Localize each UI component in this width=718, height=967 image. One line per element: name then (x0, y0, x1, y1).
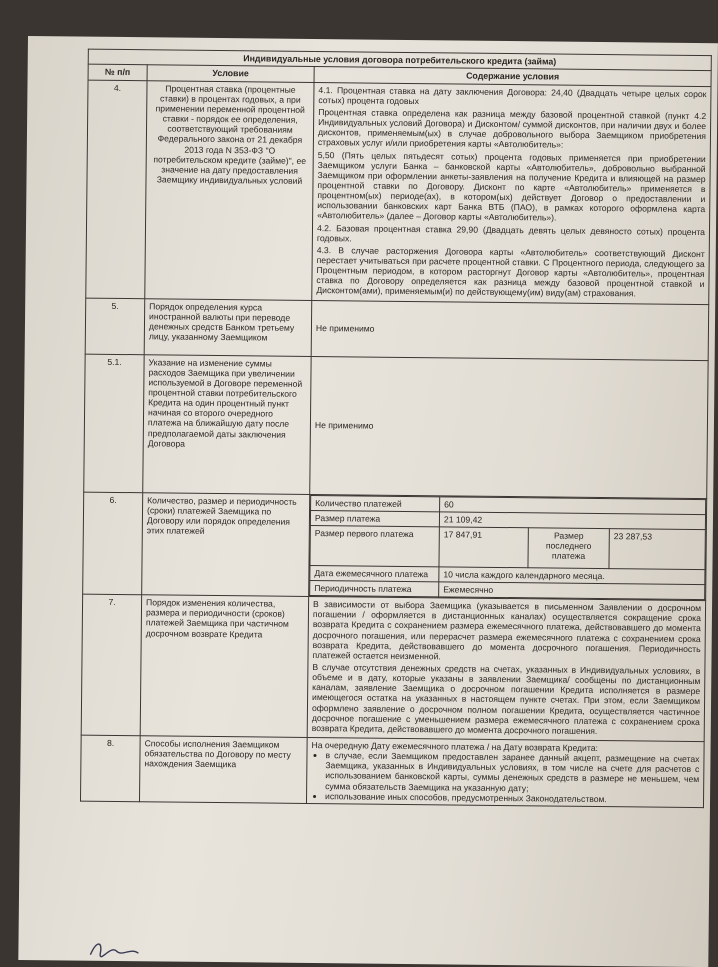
row-condition: Процентная ставка (процентные ставки) в процентах годовых, а при применении переменной процентной ставки - порядок ее определения, соответствующий требованиям Федерального закона от 21 декабря 2013 года N 353-ФЗ "О потребительском кредите (займе)", ее значение на дату предоставления Заемщику индивидуальных условий (145, 80, 314, 300)
row-num: 8. (80, 735, 140, 801)
row-content (306, 737, 704, 807)
early-repayment-text: В зависимости от выбора Заемщика (указывается в письменном Заявлении о досрочном погашении / оформляется в дистанционных каналах) осуществляется сокращение срока возврата Кредита с сохранением размера ежемесячного платежа, действовавшего до момента досрочного погашения, или перерасчет размера ежемесячного платежа с сохранением срока возврата Кредита, действовавшего до момента досрочного погашения. Периодичность платежей остается неизменной. (312, 599, 702, 662)
table-row (85, 298, 709, 361)
base-rate-text: 4.2. Базовая процентная ставка 29,90 (Двадцать девять целых девяносто сотых) процента годовых. (316, 222, 706, 244)
payments-cell (309, 494, 707, 601)
row-num: 5.1. (84, 354, 144, 493)
list-item: • в случае, если Заемщиком предоставлен заранее данный акцепт, размещение на счетах Заемщика, указанных в Индивидуальных условиях, в том числе на счете для расчетов с использованием банковской карты, суммы денежных средств в размере не меньшем, чем сумма обязательств Заемщика на указанную дату; (325, 750, 699, 794)
payments-count-label: Количество платежей (311, 495, 440, 511)
row-content: Не применимо (311, 300, 709, 360)
row-num: 4. (86, 80, 147, 298)
first-payment-label: Размер первого платежа (310, 525, 439, 566)
termination-text: 4.3. В случае расторжения Договора карты «Автолюбитель» соответствующий Дисконт перестает учитываться при расчете процентной ставки. С Процентного периода, следующего за Процентным периодом, в котором расторгнут Договор карты «Автолюбитель», процентная ставка по Договору определяется как разница между базовой процентной ставкой и Дисконтом(ами), применяемым(и) по действующему(им) виду(ам) страхования. (316, 244, 705, 299)
table-row (84, 354, 708, 499)
table-row (81, 594, 705, 741)
payment-date-label: Дата ежемесячного платежа (310, 565, 439, 581)
last-payment-value: 23 287,53 (609, 528, 705, 569)
table-row (83, 492, 707, 601)
first-last-payment-row (310, 525, 705, 569)
interest-rate-text: 4.1. Процентная ставка на дату заключения Договора: 24,40 (Двадцать четыре целых сорок сотых) процента годовых (318, 84, 707, 106)
payment-period-label: Периодичность платежа (310, 580, 439, 596)
payment-date-value: 10 числа каждого календарного месяца. (439, 567, 705, 585)
row-num: 6. (83, 492, 143, 595)
payment-amount-label: Размер платежа (310, 510, 439, 526)
row-num: 7. (81, 594, 141, 735)
row-condition: Способы исполнения Заемщиком обязательства по Договору по месту нахождения Заемщика (139, 736, 307, 804)
payment-amount-value: 21 109,42 (439, 512, 705, 530)
row-condition: Порядок изменения количества, размера и периодичности (сроков) платежей Заемщика при частичном досрочном возврате Кредита (140, 595, 308, 738)
table-row (80, 735, 704, 807)
row-num: 5. (85, 298, 145, 355)
payments-count-value: 60 (440, 496, 706, 514)
last-payment-label: Размер последнего платежа (528, 528, 609, 569)
document-page (18, 36, 718, 967)
list-item: • использование иных способов, предусмотренных Законодательством. (325, 791, 699, 805)
row-condition: Порядок определения курса иностранной валюты при переводе денежных средств Банком третьему лицу, указанному Заемщиком (144, 298, 312, 356)
payment-methods-intro: На очередную Дату ежемесячного платежа / на Дату возврата Кредита: (311, 739, 598, 753)
loan-conditions-table (80, 49, 712, 808)
document-title: Индивидуальные условия договора потребительского кредита (займа) (88, 49, 711, 71)
signature-mark (86, 937, 156, 962)
column-header-num: № п/п (88, 65, 147, 81)
row-condition: Указание на изменение суммы расходов Заемщика при увеличении используемой в Договоре переменной процентной ставки потребительского Кредита на один процентный пункт начиная со второго очередного платежа на ближайшую дату после предполагаемой даты заключения Договора (143, 354, 311, 494)
row-content (307, 597, 705, 742)
rate-definition-text: Процентная ставка определена как разница между базовой процентной ставкой (пункт 4.2 Индивидуальных условий Договора) и Дисконтом/ суммой дисконтов, при наличии двух и более дисконтов, применяемым(ых) в случае добровольного выбора Заемщиком приобретения страховых услуг и/или приобретения карты «Автолюбитель»: (317, 107, 707, 151)
discount-text: 5,50 (Пять целых пятьдесят сотых) процента годовых применяется при приобретении Заемщиком услуги Банка – банковской карты «Автолюбитель», добровольно выбранной Заемщиком при оформлении анкеты-заявления на получение Кредита и влияющей на размер процентной ставки по Договору. Дисконт по карте «Автолюбитель» применяется в процентном(ых) периоде(ах), в котором(ых) действует Договор о предоставлении и использовании банковских карт Банка ВТБ (ПАО), в рамках которого оформлена карта «Автолюбитель» (далее – Договор карты «Автолюбитель»). (317, 149, 706, 223)
column-header-content: Содержание условия (314, 67, 711, 87)
table-row (86, 80, 711, 304)
payment-methods-list (311, 750, 700, 805)
payments-table (309, 495, 706, 601)
row-condition: Количество, размер и периодичность (сроки) платежей Заемщика по Договору или порядок определения этих платежей (142, 492, 310, 596)
column-header-condition: Условие (147, 65, 314, 82)
payment-period-value: Ежемесячно (439, 582, 705, 600)
first-payment-value: 17 847,91 (439, 527, 528, 568)
row-content: Не применимо (310, 356, 708, 498)
insufficient-funds-text: В случае отсутствия денежных средств на счетах, указанных в Индивидуальных условиях, в объеме и в дату, которые указаны в заявлении Заемщика/ сообщены по дистанционным каналам, заявление Заемщика о досрочном погашении Кредита исполняется в размере имеющегося остатка на указанных в настоящем пункте счетах. При этом, если Заемщиком оформлено заявление о досрочном полном погашении Кредита, осуществляется частичное досрочное погашение с уменьшением размера ежемесячного платежа с сохранением срока возврата Кредита, действовавшего до момента досрочного погашения. (311, 661, 701, 736)
row-content (312, 82, 711, 304)
